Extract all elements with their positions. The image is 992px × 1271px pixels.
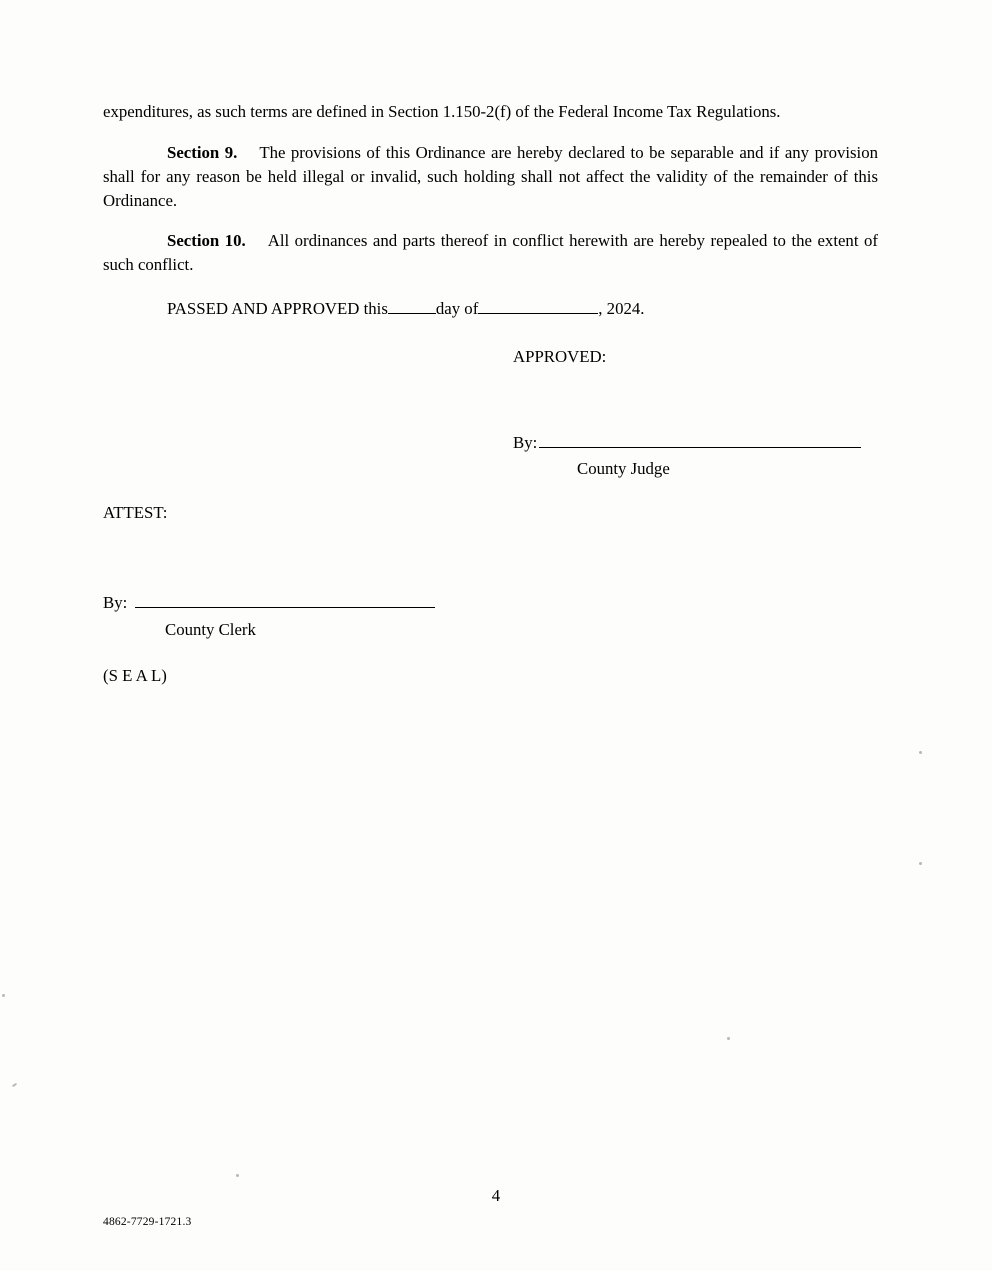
attest-label: ATTEST: <box>103 503 168 523</box>
page-number: 4 <box>491 1186 501 1205</box>
approved-label: APPROVED: <box>513 346 607 366</box>
scan-speck-icon <box>236 1174 239 1177</box>
section-9-text: The provisions of this Ordinance are hereby declared to be separable and if any provision shall for any reason be held illegal or invalid, such holding shall not affect the validity of the remainder of this Ordinance. <box>103 142 878 210</box>
section-10-label: Section 10. <box>167 231 246 251</box>
scan-speck-icon <box>12 1083 17 1088</box>
section-10-text: All ordinances and parts thereof in conflict herewith are hereby repealed to the extent of such conflict. <box>103 231 878 275</box>
section-10-paragraph <box>103 229 878 277</box>
passed-prefix: PASSED AND APPROVED this <box>167 299 388 319</box>
document-id-footer: 4862-7729-1721.3 <box>103 1216 192 1228</box>
judge-signature-line <box>103 431 878 455</box>
judge-by-label: By: <box>513 432 538 452</box>
clerk-signature-field[interactable] <box>135 607 435 608</box>
judge-signature-caption: County Judge <box>577 458 670 478</box>
passed-middle: day of <box>435 299 479 319</box>
scan-speck-icon <box>2 994 5 997</box>
seal-label: (S E A L) <box>103 665 167 685</box>
section-9-paragraph <box>103 141 878 213</box>
scan-speck-icon <box>727 1037 730 1040</box>
section-9-label: Section 9. <box>167 142 238 162</box>
clerk-by-label: By: <box>103 593 128 613</box>
passed-and-approved-line <box>103 297 878 321</box>
document-body <box>103 100 878 688</box>
clerk-signature-line <box>103 591 878 615</box>
day-blank-field[interactable] <box>388 313 436 314</box>
clerk-signature-caption: County Clerk <box>165 620 256 640</box>
scan-speck-icon <box>919 751 922 754</box>
judge-signature-field[interactable] <box>539 447 861 448</box>
month-blank-field[interactable] <box>478 313 598 314</box>
passed-suffix: , 2024. <box>598 299 645 319</box>
paragraph-continued: expenditures, as such terms are defined in Section 1.150-2(f) of the Federal Income Tax Regulations. <box>103 102 781 121</box>
scan-speck-icon <box>919 862 922 865</box>
